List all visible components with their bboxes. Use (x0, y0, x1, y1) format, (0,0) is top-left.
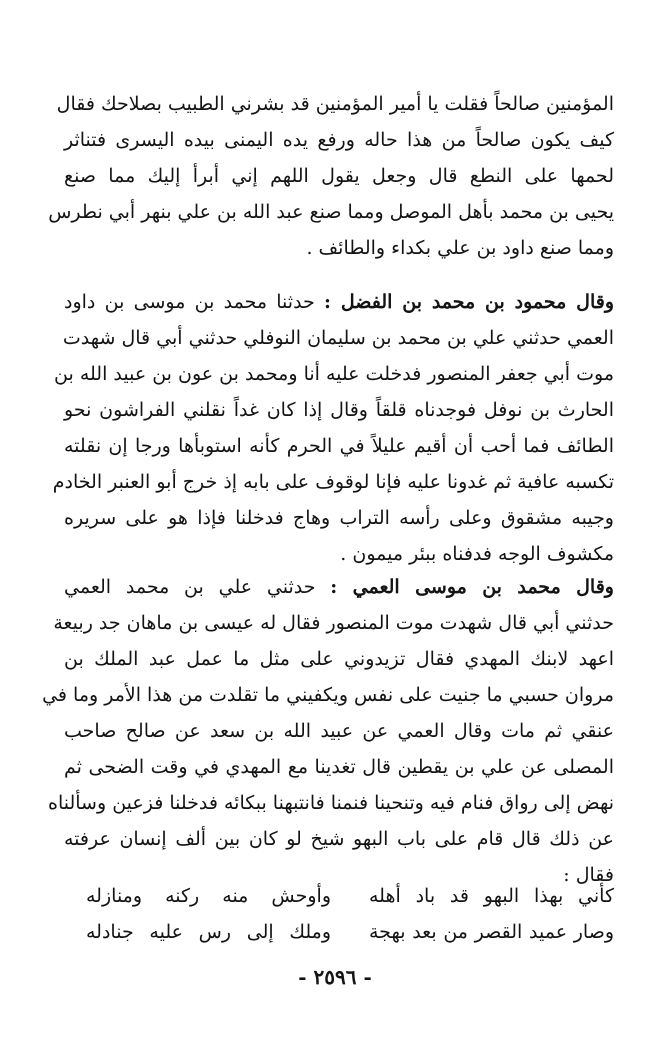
text-line: اعهد لابنك المهدي فقال تزيدوني على مثل ما عمل عبد الملك بن (64, 648, 614, 670)
paragraph-2 (52, 284, 614, 572)
narrator-continuation: حدثني علي بن محمد العمي (64, 576, 331, 598)
text-line: عن ذلك قال قام على باب البهو شيخ لو كان بين ألف إنسان عرفته (64, 828, 614, 850)
verse-first-hemistich: كأني بهذا البهو قد باد أهله (369, 885, 614, 907)
verse-second-hemistich: وأوحش منه ركنه ومنازله (86, 885, 331, 907)
poem-verses (86, 878, 614, 950)
verse-first-hemistich: وصار عميد القصر من بعد بهجة (369, 921, 614, 943)
text-line: حدثني أبي قال شهدت موت المنصور فقال له عيسى بن ماهان جد ربيعة (53, 612, 614, 634)
text-line: يحيى بن محمد بأهل الموصل ومما صنع عبد الله بن علي بنهر أبي نطرس (48, 201, 614, 223)
text-line: تكسبه عافية ثم غدونا عليه فإنا لوقوف على بابه إذ خرج أبو العنبر الخادم (52, 471, 614, 493)
verse-second-hemistich: وملك إلى رس عليه جنادله (86, 921, 331, 943)
narrator-heading: وقال محمود بن محمد بن الفضل : (324, 291, 614, 313)
text-line: مكشوف الوجه فدفناه ببئر ميمون . (340, 543, 614, 565)
verse (86, 878, 614, 914)
text-line: فقال : (563, 864, 614, 886)
text-line: موت أبي جعفر المنصور فدخلت عليه أنا ومحمد بن عون بن عبيد الله بن (54, 363, 614, 385)
text-line: العمي حدثني علي بن محمد بن سليمان النوفلي حدثني أبي قال شهدت (62, 327, 614, 349)
text-line: كيف يكون صالحاً من هذا حاله ورفع يده اليمنى بيده اليسرى فتناثر (64, 129, 614, 151)
text-line: الحارث بن نوفل فوجدناه قلقاً وقال إذا كان غداً نقلني الفراشون نحو (64, 399, 614, 421)
text-line: لحمها على النطع قال وجعل يقول اللهم إني أبرأ إليك مما صنع (64, 165, 614, 187)
text-line: وجيبه مشقوق وعلى رأسه التراب وهاج فدخلنا فإذا هو على سريره (64, 507, 614, 529)
narrator-continuation: حدثنا محمد بن موسى بن داود (64, 291, 325, 313)
text-line: ومما صنع داود بن علي بكداء والطائف . (306, 237, 614, 259)
text-line-with-narrator (64, 284, 614, 320)
text-line: نهض إلى رواق فنام فيه وتنحينا فنمنا فانتبهنا ببكائه فدخلنا فزعين وسألناه (48, 792, 614, 814)
text-line: الطائف فما أحب أن أقيم عليلاً في الحرم كأنه استوبأها ورجا إن نقلته (64, 435, 614, 457)
text-line: المؤمنين صالحاً فقلت يا أمير المؤمنين قد بشرني الطبيب بصلاحك فقال (56, 93, 614, 115)
text-line-with-narrator (64, 569, 614, 605)
text-line: المصلى عن علي بن يقطين قال تغدينا مع المهدي في وقت الضحى ثم (64, 756, 614, 778)
narrator-heading: وقال محمد بن موسى العمي : (330, 576, 614, 598)
page-number: - ٢٥٩٦ - (298, 965, 372, 989)
verse (86, 914, 614, 950)
text-line: مروان حسبي ما جنيت على نفس ويكفيني ما تقلدت من هذا الأمر وما في (42, 684, 614, 706)
text-line: عنقي ثم مات وقال العمي عن عبيد الله بن سعد عن صالح صاحب (64, 720, 614, 742)
paragraph-1 (48, 86, 614, 266)
paragraph-3 (42, 569, 614, 893)
